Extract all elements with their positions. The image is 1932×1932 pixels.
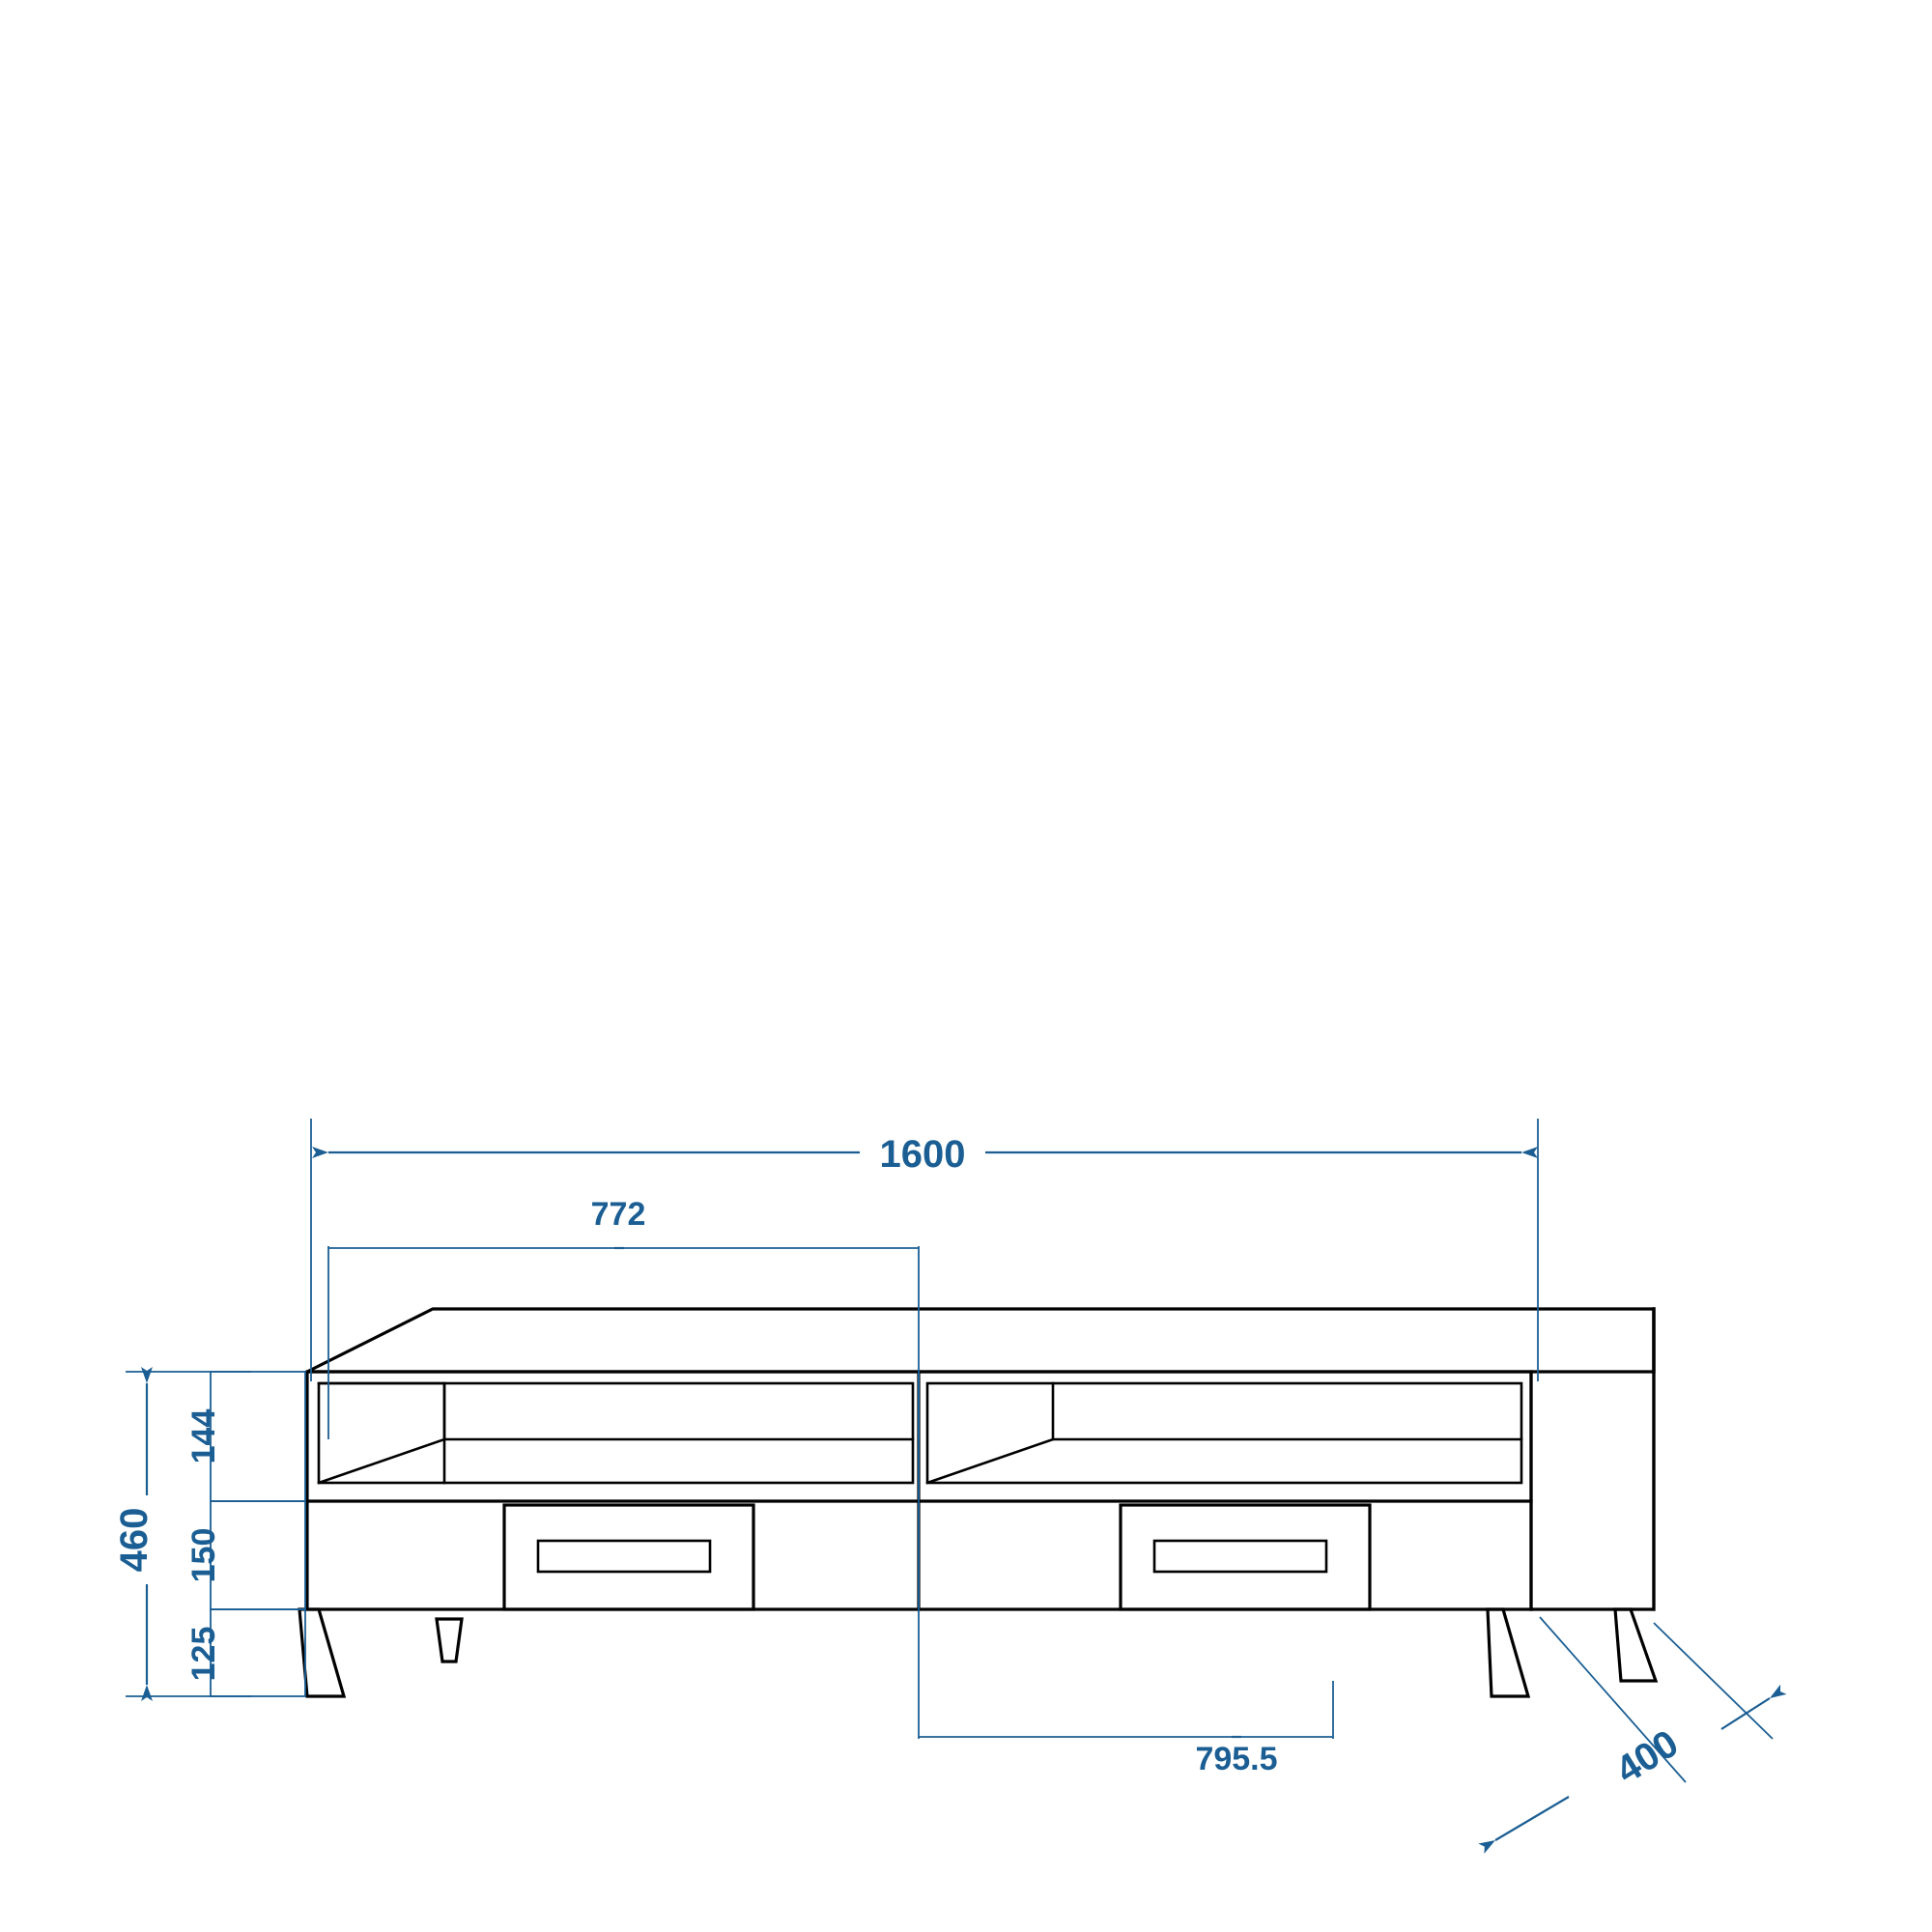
dim-label-125: 125 [185, 1626, 222, 1682]
rear-right-leg [1615, 1609, 1656, 1681]
right-side-panel [1531, 1309, 1654, 1609]
left-leg-stub [437, 1619, 462, 1662]
dim-overall-width [311, 1119, 1538, 1381]
left-open-shelf [319, 1383, 913, 1483]
top-panel [307, 1309, 1654, 1372]
dim-label-1600: 1600 [879, 1133, 966, 1176]
dim-label-460: 460 [113, 1507, 156, 1573]
right-drawer [1121, 1505, 1370, 1609]
dim-open-shelf-height [185, 1372, 305, 1501]
dim-label-795-5: 795.5 [1195, 1741, 1278, 1777]
dim-label-772: 772 [590, 1196, 646, 1233]
dim-drawer-height [185, 1501, 305, 1609]
left-drawer [504, 1505, 753, 1609]
dim-lower-section-width [919, 1372, 1333, 1777]
dim-depth [1495, 1617, 1773, 1840]
left-shelf-perspective [319, 1439, 913, 1483]
right-open-shelf [927, 1383, 1521, 1483]
right-shelf-perspective [927, 1439, 1521, 1483]
dim-label-150: 150 [185, 1527, 222, 1583]
left-shelf-inner-top [319, 1383, 444, 1483]
dim-leg-height [185, 1609, 305, 1696]
right-drawer-handle [1154, 1541, 1326, 1572]
dim-label-144: 144 [185, 1408, 222, 1464]
dim-overall-height [113, 1372, 251, 1696]
cabinet-body [299, 1309, 1656, 1696]
left-drawer-handle [538, 1541, 710, 1572]
front-right-leg [1488, 1609, 1528, 1696]
dim-label-400: 400 [1608, 1721, 1687, 1793]
